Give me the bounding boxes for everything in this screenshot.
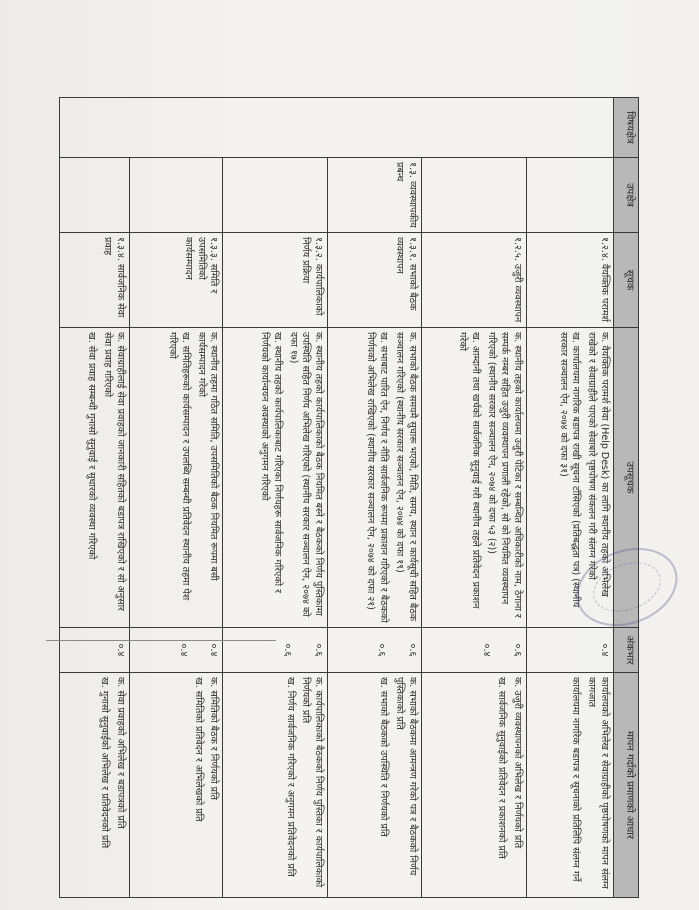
header-criteria: उपसूचक xyxy=(614,328,639,628)
weight-value: ०.६ xyxy=(313,643,325,657)
subarea-cell xyxy=(223,158,328,233)
subarea-cell xyxy=(60,158,130,233)
header-indicator: सूचक xyxy=(614,233,639,328)
header-basis: मापन गर्दाको प्रमाणको आधार xyxy=(614,673,639,898)
table-row xyxy=(60,98,130,898)
criteria-item: क. सभाको बैठक समयमै सुचारू भएको, मिति, समय, स्थान र कार्यसूची सहित बैठक सञ्चालन गरिएको (स्थानीय सरकार सञ्चालन ऐन, २०७४ को दफा १९) xyxy=(393,332,418,622)
weight-value: ०.६ xyxy=(375,643,387,657)
weight-value: ०.६ xyxy=(511,643,523,657)
criteria-cell xyxy=(130,328,223,628)
table-row xyxy=(223,98,328,898)
weight-cell xyxy=(526,628,613,673)
indicator-cell: १.३.१. सभाको बैठक व्यवस्थापन xyxy=(328,233,421,328)
criteria-cell xyxy=(223,328,328,628)
basis-item: ख. समितिको प्रतिवेदन र अभिलेखको प्रति xyxy=(192,677,204,822)
criteria-item: ख. सेवा प्रवाह सम्बन्धी गुनासो सुनुवाई र सुधारको व्यवस्था गरिएको xyxy=(86,332,98,560)
weight-cell xyxy=(223,628,328,673)
table-body xyxy=(60,98,614,898)
weight-value: ०.४ xyxy=(177,643,189,657)
indicator-cell: १.२.४. वैयक्तिक परामर्श xyxy=(526,233,613,328)
table-row xyxy=(526,98,613,898)
criteria-item: ख. आम्दानी तथा खर्चको सार्वजनिक सुनुवाई गरी स्थानीय तहले प्रतिवेदन प्रकाशन गरेको xyxy=(457,332,482,609)
subarea-cell xyxy=(526,158,613,233)
criteria-item: क. सेवाग्राहीलाई सेवा प्रवाहको जानकारी सहितको बडापत्र राखिएको र सो अनुसार सेवा प्रवाह गरिएको xyxy=(102,332,127,611)
subarea-cell xyxy=(130,158,223,233)
basis-cell xyxy=(526,673,613,898)
criteria-item: क. स्थानीय तहमा गठित समिति, उपसमितिको बैठक नियमित रूपमा बसी कार्यसम्पादन गरेको xyxy=(195,332,220,581)
criteria-item: क. वैयक्तिक परामर्श सेवा (Help Desk) का लागि स्थानीय तहको अभिलेख राखेको र सेवाग्राहीले पाएको सेवाबारे पृष्ठपोषण संकलन गरी संलग्न गरेको xyxy=(586,332,610,597)
indicator-cell: १.३.३. समिति र उपसमितिको कार्यसम्पादन xyxy=(130,233,223,328)
basis-item: क. उजुरी व्यवस्थापनको अभिलेख र निर्णयको प्रति xyxy=(511,677,523,849)
basis-cell xyxy=(60,673,130,898)
header-area: विषयक्षेत्र xyxy=(614,98,639,158)
basis-item: क. कार्यपालिकाको बैठकको निर्णय पुस्तिका र कार्यपालिकाको निर्णयको प्रति xyxy=(300,677,325,888)
header-weight: अंकभार xyxy=(614,628,639,673)
weight-value: ०.६ xyxy=(282,643,294,657)
criteria-item: क. स्थानीय तहको कार्यपालिकाको बैठक नियमित बस्ने र बैठकको निर्णय पुस्तिकामा उपस्थिति सहित निर्णय अभिलेख गरिएको (स्थानीय सरकार सञ्चालन ऐन, २०७४ को दफा १७) xyxy=(287,332,325,617)
table-row xyxy=(421,98,526,898)
criteria-item: ख. कार्यालयमा नागरिक बडापत्र राखी सूचना टाँसिएको (प्रतिबद्धता पत्र) (स्थानीय सरकार सञ्चालन ऐन, २०७४ को दफा ३१) xyxy=(557,332,582,608)
basis-item: कार्यालयमा नागरिक बडापत्र र सूचनाको प्रतिलिपि संलग्न गर्ने xyxy=(570,677,582,882)
basis-item: क. समितिको बैठक र निर्णयको प्रति xyxy=(208,677,220,800)
indicator-cell: १.२.५. उजुरी व्यवस्थापन xyxy=(421,233,526,328)
weight-cell xyxy=(130,628,223,673)
table-row xyxy=(130,98,223,898)
criteria-item: ख. समितिहरूको कार्यसम्पादन र उपलब्धि सम्बन्धी प्रतिवेदन स्थानीय तहमा पेश गरिएको xyxy=(166,332,191,601)
weight-value: ०.६ xyxy=(406,643,418,657)
weight-cell xyxy=(328,628,421,673)
criteria-item: ख. स्थानीय तहको कार्यपालिकाबाट गरिएका निर्णयहरू सार्वजनिक गरिएको र निर्णयको कार्यान्वयन अवस्थाको अनुगमन गरिएको xyxy=(259,332,283,593)
rotated-table-wrapper xyxy=(59,97,639,897)
table-row xyxy=(328,98,421,898)
basis-item: ख. सार्वजनिक सुनुवाईको प्रतिवेदन र प्रकाशनको प्रति xyxy=(495,677,507,859)
subarea-cell xyxy=(421,158,526,233)
header-row xyxy=(614,98,639,898)
basis-cell xyxy=(223,673,328,898)
basis-item: ख. सभाको बैठकको उपस्थिति र निर्णयको प्रति xyxy=(378,677,390,837)
header-subarea: उपक्षेत्र xyxy=(614,158,639,233)
area-cell xyxy=(60,98,614,158)
criteria-item: क. स्थानीय तहको कार्यालयमा उजुरी पेटिका र सम्बन्धित अधिकारीको नाम, ठेगाना र सम्पर्क नम्बर सहित उजुरी व्यवस्थापन प्रणाली रहेको, सो को नियमित व्यवस्थापन गरिएको (स्थानीय सरकार सञ्चालन ऐन, २०७४ को दफा ५३ (२)) xyxy=(485,332,523,618)
footer-rule xyxy=(46,640,276,641)
basis-item: क. सेवा प्रवाहको अभिलेख र बडापत्रको प्रति xyxy=(115,677,127,829)
indicator-cell: १.३.४. सार्वजनिक सेवा प्रवाह xyxy=(60,233,130,328)
basis-item: क. सभाको बैठकमा आमन्त्रण गरेको पत्र र बैठकको निर्णय पुस्तिकाको प्रति xyxy=(393,677,418,876)
criteria-cell xyxy=(421,328,526,628)
criteria-cell xyxy=(328,328,421,628)
weight-value: ०.४ xyxy=(208,643,220,657)
weight-value: ०.४ xyxy=(115,643,127,657)
weight-value: ०.४ xyxy=(480,643,492,657)
basis-cell xyxy=(130,673,223,898)
weight-value: ०.४ xyxy=(599,643,610,657)
subarea-cell: १.३. व्यवस्थापकीय प्रबन्ध xyxy=(328,158,421,233)
basis-cell xyxy=(328,673,421,898)
criteria-item: ख. सभाबाट पारित ऐन, निर्णय र नीति सार्वजनिक रूपमा प्रकाशन गरिएको र बैठकको निर्णयको अभिलेख राखिएको (स्थानीय सरकार सञ्चालन ऐन, २०७४ को दफा २१) xyxy=(365,332,390,623)
assessment-table xyxy=(59,97,639,898)
basis-item: ख. गुनासो सुनुवाईको अभिलेख र प्रतिवेदनको प्रति xyxy=(99,677,111,849)
basis-cell xyxy=(421,673,526,898)
weight-cell xyxy=(60,628,130,673)
weight-cell xyxy=(421,628,526,673)
basis-item: कार्यालयको अभिलेख र सेवाग्राहीको पृष्ठपोषणको मापन संलग्न कागजात xyxy=(586,677,610,889)
indicator-cell: १.३.२. कार्यपालिकाको निर्णय प्रक्रिया xyxy=(223,233,328,328)
criteria-cell xyxy=(60,328,130,628)
basis-item: ख. निर्णय सार्वजनिक गरिएको र अनुगमन प्रतिवेदनको प्रति xyxy=(284,677,296,877)
